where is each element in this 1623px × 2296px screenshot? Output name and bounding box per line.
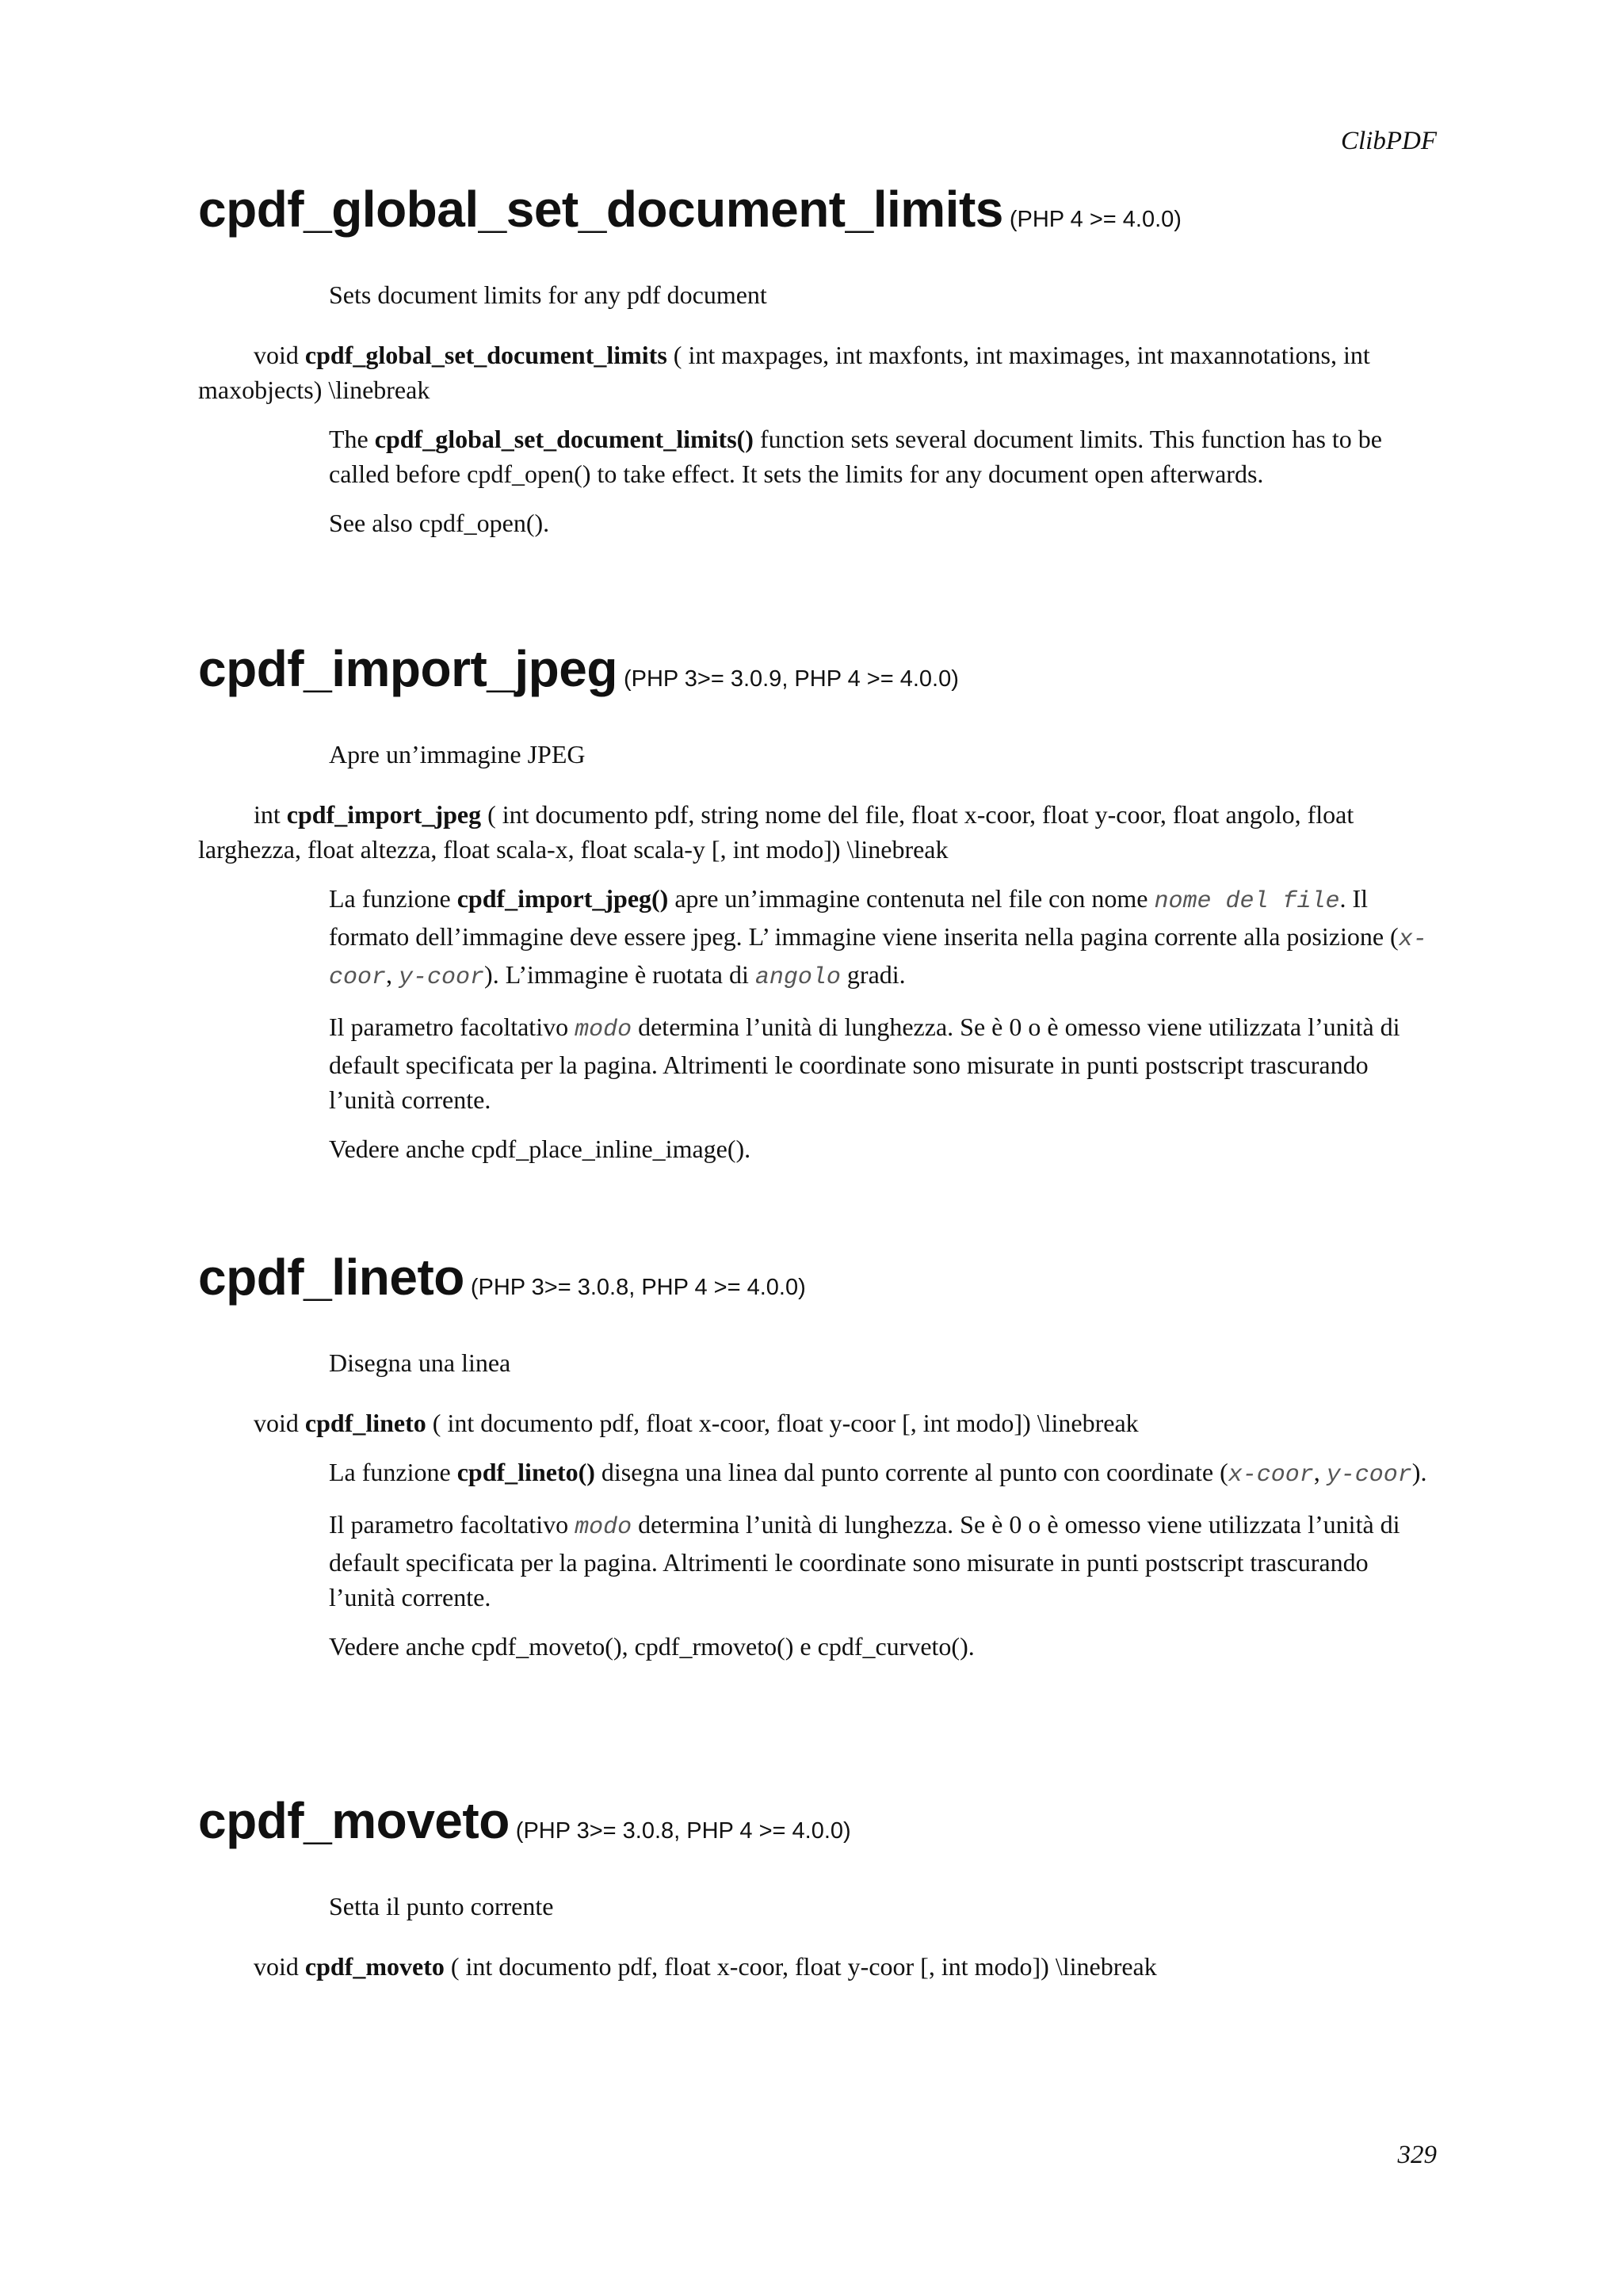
synopsis: void cpdf_global_set_document_limits ( int maxpages, int maxfonts, int maximages, int maxannotations, int maxobjects) \linebreak [198, 341, 1370, 404]
synopsis: void cpdf_lineto ( int documento pdf, float x-coor, float y-coor [, int modo]) \linebreak [254, 1409, 1139, 1437]
function-name: cpdf_moveto [198, 1792, 510, 1849]
entry-title [198, 1792, 1434, 1849]
version-info: (PHP 3>= 3.0.8, PHP 4 >= 4.0.0) [470, 1275, 806, 1300]
see-also: See also cpdf_open(). [329, 509, 550, 537]
entry-title [198, 181, 1434, 238]
summary: Disegna una linea [329, 1348, 511, 1377]
see-also: Vedere anche cpdf_place_inline_image(). [329, 1135, 751, 1163]
version-info: (PHP 3>= 3.0.8, PHP 4 >= 4.0.0) [515, 1818, 851, 1844]
synopsis: void cpdf_moveto ( int documento pdf, float x-coor, float y-coor [, int modo]) \linebreak [254, 1952, 1157, 1981]
description: La funzione cpdf_lineto() disegna una linea dal punto corrente al punto con coordinate (x-coor, y-coor). [329, 1458, 1427, 1489]
description-modo: Il parametro facoltativo modo determina l’unità di lunghezza. Se è 0 o è omesso viene utilizzata l’unità di default specificata per la pagina. Altrimenti le coordinate sono misurate in punti postscript trascurando l’unità corrente. [329, 1510, 1400, 1611]
function-name: cpdf_lineto [198, 1249, 464, 1306]
entry-title [198, 640, 1434, 697]
version-info: (PHP 4 >= 4.0.0) [1009, 207, 1182, 232]
version-info: (PHP 3>= 3.0.9, PHP 4 >= 4.0.0) [623, 666, 959, 692]
description-modo: Il parametro facoltativo modo determina l’unità di lunghezza. Se è 0 o è omesso viene utilizzata l’unità di default specificata per la pagina. Altrimenti le coordinate sono misurate in punti postscript trascurando l’unità corrente. [329, 1013, 1400, 1114]
description: La funzione cpdf_import_jpeg() apre un’immagine contenuta nel file con nome nome del file. Il formato dell’immagine deve essere jpeg. L’ immagine viene inserita nella pagina corrente alla posizione (x-coor, y-coor). L’immagine è ruotata di angolo gradi. [329, 884, 1427, 991]
summary: Apre un’immagine JPEG [329, 740, 586, 769]
entry-cpdf-moveto [198, 1792, 1434, 1984]
summary: Setta il punto corrente [329, 1892, 554, 1920]
see-also: Vedere anche cpdf_moveto(), cpdf_rmoveto() e cpdf_curveto(). [329, 1632, 975, 1661]
function-name: cpdf_import_jpeg [198, 640, 617, 697]
entry-cpdf-lineto [198, 1249, 1434, 1678]
description: The cpdf_global_set_document_limits() function sets several document limits. This function has to be called before cpdf_open() to take effect. It sets the limits for any document open afterwards. [329, 425, 1382, 488]
entry-cpdf-global-set-document-limits [198, 181, 1434, 555]
entry-cpdf-import-jpeg [198, 640, 1434, 1180]
synopsis: int cpdf_import_jpeg ( int documento pdf, string nome del file, float x-coor, float y-coor, float angolo, float larghezza, float altezza, float scala-x, float scala-y [, int modo]) \linebreak [198, 800, 1354, 864]
running-header: ClibPDF [1341, 127, 1437, 155]
function-name: cpdf_global_set_document_limits [198, 181, 1003, 238]
page-number: 329 [1397, 2141, 1437, 2169]
entry-title [198, 1249, 1434, 1306]
summary: Sets document limits for any pdf document [329, 280, 767, 309]
